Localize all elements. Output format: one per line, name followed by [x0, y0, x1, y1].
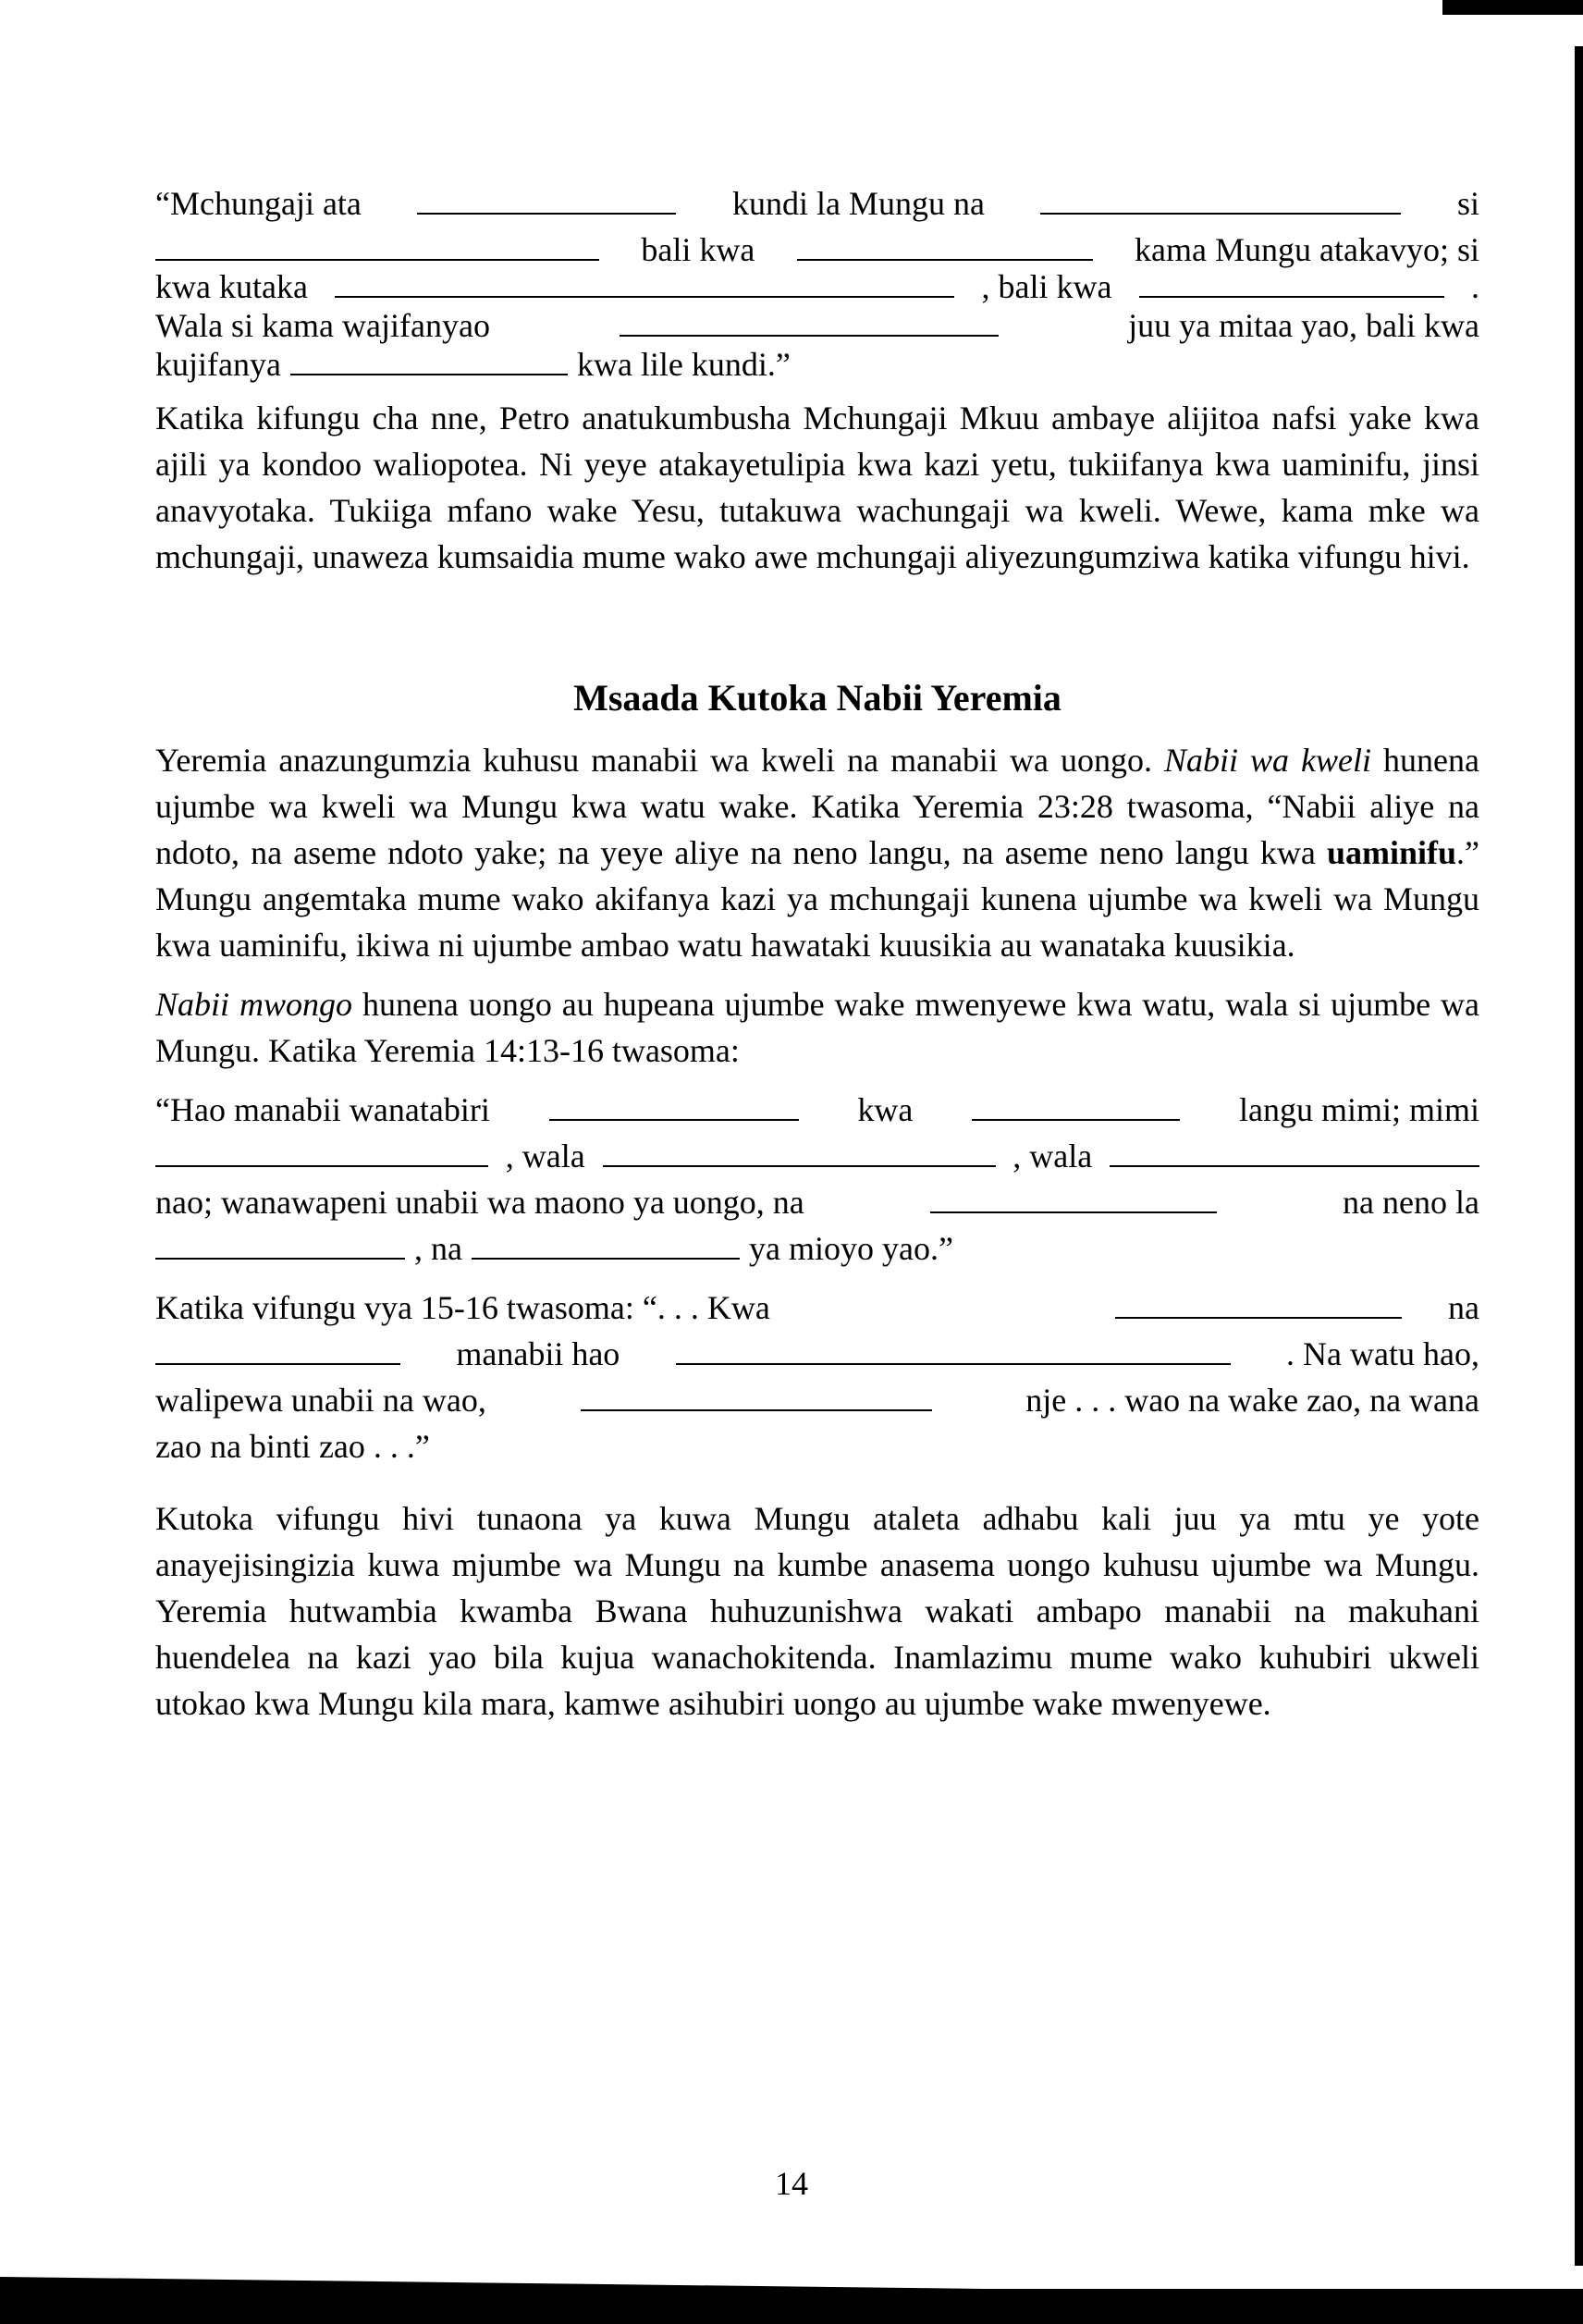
blank-field[interactable]: [155, 233, 599, 261]
blank-field[interactable]: [417, 187, 676, 215]
page-number: 14: [775, 2165, 808, 2202]
fill-in-line: “Mchungaji ata kundi la Mungu na si: [155, 185, 1479, 222]
fill-in-line: , na ya mioyo yao.”: [155, 1225, 1479, 1272]
blank-field[interactable]: [472, 1232, 740, 1260]
fill-in-exercise-2: [155, 1087, 1479, 1272]
fill-in-line: Wala si kama wajifanyao juu ya mitaa yao, bali kwa: [155, 307, 1479, 344]
fill-in-line: zao na binti zao . . .”: [155, 1428, 430, 1465]
fill-in-line: bali kwa kama Mungu atakavyo; si: [155, 227, 1479, 264]
paragraph-false-prophet: Nabii mwongo hunena uongo au hupeana ujumbe wake mwenyewe kwa watu, wala si ujumbe wa Mungu. Katika Yeremia 14:13-16 twasoma:: [155, 986, 1479, 1069]
blank-field[interactable]: [603, 1139, 996, 1167]
scan-edge-top: [1442, 0, 1583, 15]
fill-in-line: Katika vifungu vya 15-16 twasoma: “. . . Kwa na: [155, 1289, 1479, 1326]
fill-in-line: , wala , wala: [155, 1133, 1479, 1179]
fill-in-exercise-1: [155, 180, 1479, 382]
blank-field[interactable]: [155, 1337, 400, 1365]
blank-field[interactable]: [155, 1139, 488, 1167]
fill-in-line: kujifanya kwa lile kundi.”: [155, 346, 791, 383]
fill-in-exercise-3: [155, 1285, 1479, 1469]
paragraph-chief-shepherd: Katika kifungu cha nne, Petro anatukumbusha Mchungaji Mkuu ambaye alijitoa nafsi yake kwa ajili ya kondoo waliopotea. Ni yeye atakayetulipia kwa kazi yetu, tukiifanya kwa uaminifu, jinsi anavyotaka. Tukiiga mfano wake Yesu, tutakuwa wachungaji wa kweli. Wewe, kama mke wa mchungaji, unaweza kumsaidia mume wako awe mchungaji aliyezungumziwa katika vifungu hivi.: [155, 400, 1479, 575]
blank-field[interactable]: [290, 348, 568, 375]
fill-in-line: manabii hao . Na watu hao,: [155, 1331, 1479, 1377]
fill-in-line: kwa kutaka , bali kwa .: [155, 268, 1479, 305]
fill-in-line: “Hao manabii wanatabiri kwa langu mimi; mimi: [155, 1091, 1479, 1128]
blank-field[interactable]: [335, 270, 954, 298]
paragraph-conclusion: Kutoka vifungu hivi tunaona ya kuwa Mungu ataleta adhabu kali juu ya mtu ye yote anayejisingizia kuwa mjumbe wa Mungu na kumbe anasema uongo kuhusu ujumbe wa Mungu. Yeremia hutwambia kwamba Bwana huhuzunishwa wakati ambapo manabii na makuhani huendelea na kazi yao bila kujua wanachokitenda. Inamlazimu mume wako kuhubiri ukweli utokao kwa Mungu kila mara, kamwe asihubiri uongo au ujumbe wake mwenyewe.: [155, 1500, 1479, 1722]
blank-field[interactable]: [620, 309, 999, 337]
page-content: [155, 185, 1479, 1740]
blank-field[interactable]: [549, 1093, 799, 1121]
blank-field[interactable]: [676, 1337, 1231, 1365]
scan-edge-bottom-fill: [0, 2289, 1583, 2307]
blank-field[interactable]: [930, 1186, 1217, 1213]
fill-in-line: walipewa unabii na wao, nje . . . wao na wake zao, na wana: [155, 1382, 1479, 1419]
blank-field[interactable]: [581, 1383, 932, 1411]
blank-field[interactable]: [1115, 1291, 1402, 1319]
blank-field[interactable]: [1110, 1139, 1479, 1167]
paragraph-true-prophet: Yeremia anazungumzia kuhusu manabii wa kweli na manabii wa uongo. Nabii wa kweli hunena ujumbe wa kweli wa Mungu kwa watu wake. Katika Yeremia 23:28 twasoma, “Nabii aliye na ndoto, na aseme ndoto yake; na yeye aliye na neno langu, na aseme neno langu kwa uaminifu.” Mungu angemtaka mume wako akifanya kazi ya mchungaji kunena ujumbe wa kweli wa Mungu kwa uaminifu, ikiwa ni ujumbe ambao watu hawataki kuusikia au wanataka kuusikia.: [155, 742, 1479, 964]
section-heading: Msaada Kutoka Nabii Yeremia: [573, 677, 1061, 719]
scan-edge-right: [1575, 46, 1583, 2266]
blank-field[interactable]: [797, 233, 1093, 261]
blank-field[interactable]: [1040, 187, 1401, 215]
blank-field[interactable]: [155, 1232, 405, 1260]
fill-in-line: nao; wanawapeni unabii wa maono ya uongo, na na neno la: [155, 1184, 1479, 1221]
blank-field[interactable]: [972, 1093, 1180, 1121]
blank-field[interactable]: [1139, 270, 1444, 298]
